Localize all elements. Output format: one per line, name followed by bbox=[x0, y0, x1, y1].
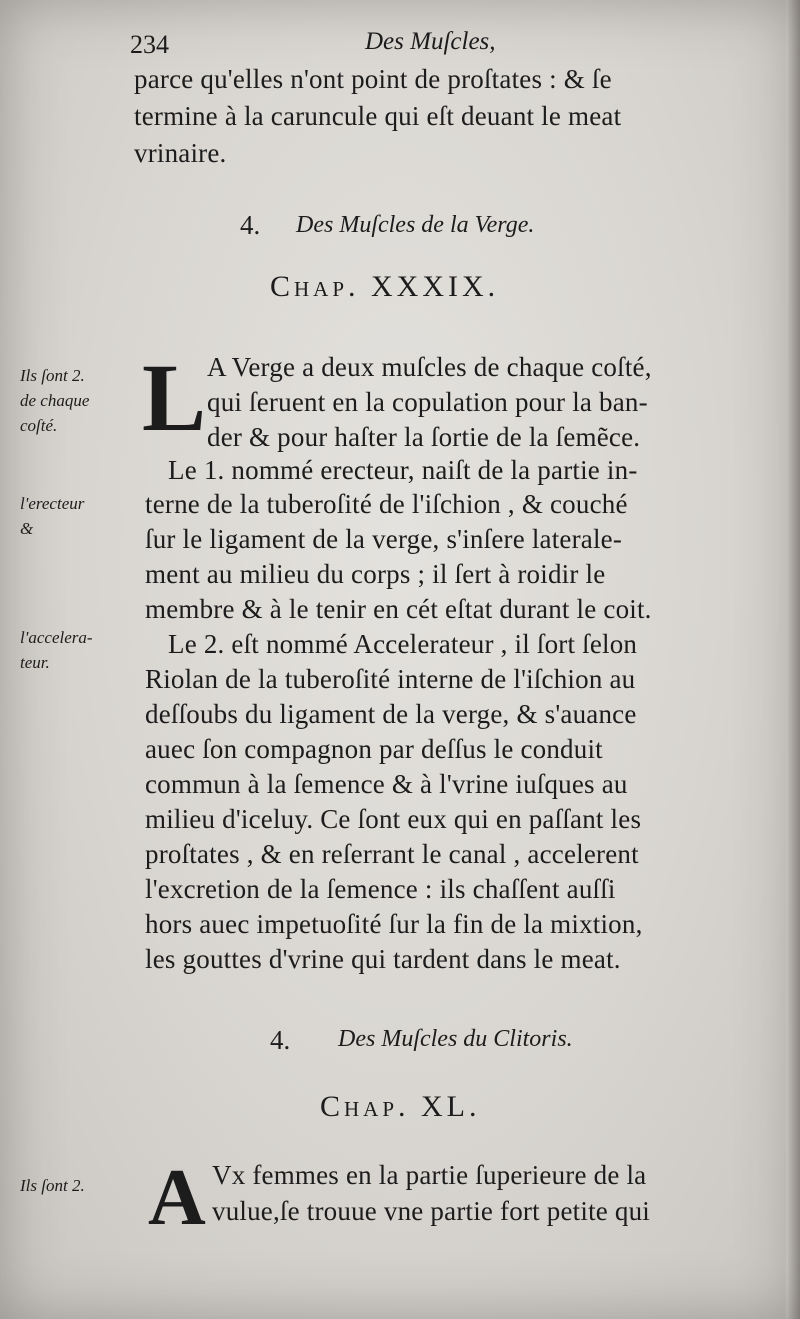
margin-note: l'accelera- bbox=[20, 628, 93, 647]
text-line: A Verge a deux muſcles de chaque coſté, bbox=[207, 352, 652, 382]
drop-cap: A bbox=[148, 1154, 206, 1242]
text-line: ment au milieu du corps ; il ſert à roidir le bbox=[145, 559, 606, 589]
text-line: deſſoubs du ligament de la verge, & s'auance bbox=[145, 699, 637, 729]
text-line: ſur le ligament de la verge, s'inſere laterale- bbox=[145, 524, 623, 554]
margin-note: coſté. bbox=[20, 416, 58, 435]
drop-cap: L bbox=[142, 344, 207, 451]
running-title: Des Muſcles, bbox=[365, 28, 496, 55]
page-edge bbox=[786, 0, 800, 1319]
text-line: terne de la tuberoſité de l'iſchion , & couché bbox=[145, 489, 628, 519]
margin-note: l'erecteur bbox=[20, 494, 85, 513]
section-number: 4. bbox=[270, 1025, 291, 1055]
text-line: proſtates , & en reſerrant le canal , accelerent bbox=[145, 839, 639, 869]
text-line: parce qu'elles n'ont point de proſtates : & ſe bbox=[134, 64, 612, 94]
text-line: l'excretion de la ſemence : ils chaſſent auſſi bbox=[145, 874, 616, 904]
text-line: Le 1. nommé erecteur, naiſt de la partie in- bbox=[168, 455, 638, 485]
text-line: qui ſeruent en la copulation pour la ban- bbox=[207, 387, 648, 417]
margin-note: teur. bbox=[20, 653, 50, 672]
text-line: vulue,ſe trouue vne partie fort petite qui bbox=[212, 1196, 651, 1226]
text-line: Le 2. eſt nommé Accelerateur , il ſort ſelon bbox=[168, 629, 638, 659]
text-line: vrinaire. bbox=[134, 138, 227, 168]
chapter-heading: Chap. XXXIX. bbox=[270, 270, 500, 303]
text-line: termine à la caruncule qui eſt deuant le meat bbox=[134, 101, 622, 131]
section-title: Des Muſcles du Clitoris. bbox=[338, 1026, 573, 1052]
margin-note: Ils ſont 2. bbox=[20, 1176, 85, 1195]
page-number: 234 bbox=[130, 30, 169, 59]
margin-note: & bbox=[20, 519, 34, 538]
text-line: auec ſon compagnon par deſſus le conduit bbox=[145, 734, 603, 764]
text-line: milieu d'iceluy. Ce ſont eux qui en paſſant les bbox=[145, 804, 642, 834]
text-line: Riolan de la tuberoſité interne de l'iſchion au bbox=[145, 664, 636, 694]
text-line: Vx femmes en la partie ſuperieure de la bbox=[212, 1160, 647, 1190]
section-number: 4. bbox=[240, 210, 261, 240]
text-line: commun à la ſemence & à l'vrine iuſques au bbox=[145, 769, 628, 799]
text-line: membre & à le tenir en cét eſtat durant le coit. bbox=[145, 594, 652, 624]
chapter-heading: Chap. XL. bbox=[320, 1090, 481, 1123]
text-line: hors auec impetuoſité ſur la fin de la mixtion, bbox=[145, 909, 643, 939]
margin-note: Ils ſont 2. bbox=[20, 366, 85, 385]
margin-note: de chaque bbox=[20, 391, 90, 410]
text-line: der & pour haſter la ſortie de la ſemẽce. bbox=[207, 422, 641, 452]
section-title: Des Muſcles de la Verge. bbox=[296, 212, 535, 238]
text-line: les gouttes d'vrine qui tardent dans le meat. bbox=[145, 944, 621, 974]
